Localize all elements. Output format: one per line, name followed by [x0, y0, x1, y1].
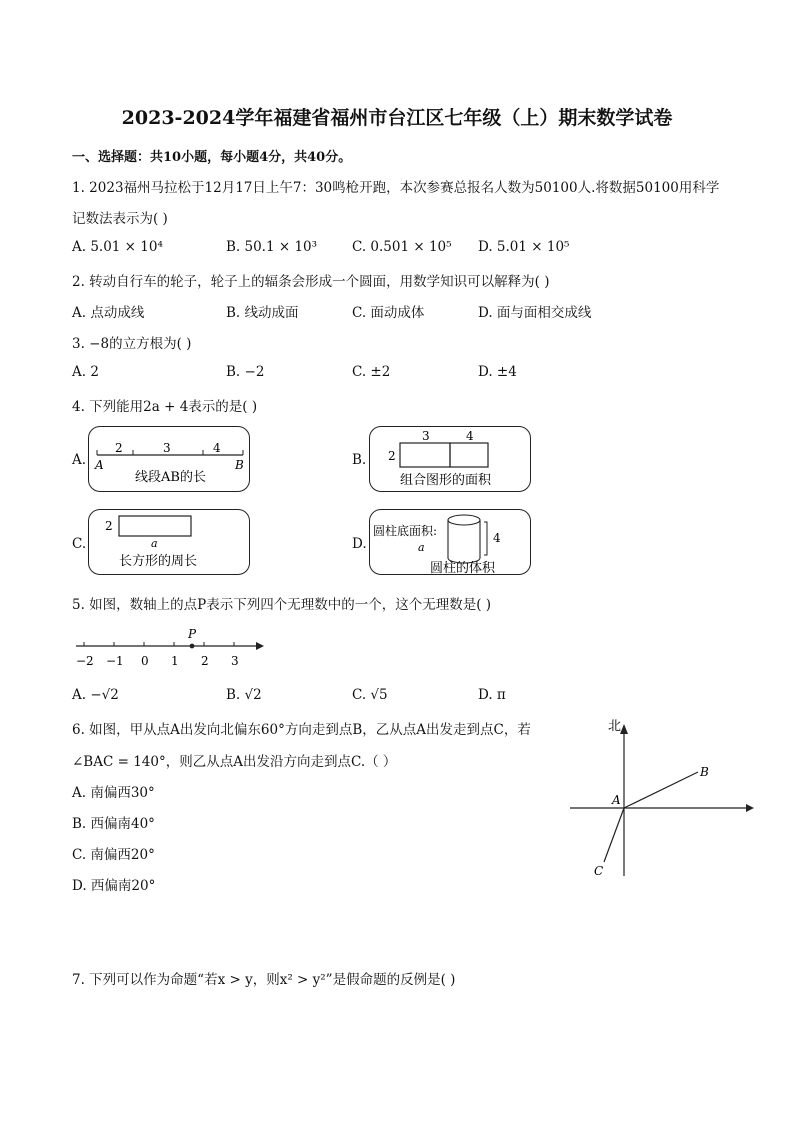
number-line [72, 620, 272, 672]
label-a: a [418, 541, 425, 554]
label-3: 3 [422, 429, 430, 443]
cylinder-figure [370, 510, 530, 574]
label-2: 2 [105, 519, 113, 533]
q2-option-c[interactable]: C. 面动成体 [352, 305, 425, 321]
point-a-label: A [612, 793, 621, 807]
q1-option-b[interactable]: B. 50.1 × 10³ [226, 239, 318, 255]
q2-option-d[interactable]: D. 面与面相交成线 [478, 305, 592, 321]
tick-label: −1 [106, 654, 124, 668]
q4-option-c-figure[interactable] [88, 509, 250, 575]
question-5: 5. 如图，数轴上的点P表示下列四个无理数中的一个，这个无理数是( ) [72, 597, 492, 613]
q5-option-d[interactable]: D. π [478, 687, 506, 703]
label-3: 3 [163, 441, 171, 455]
composite-rect-figure [370, 427, 530, 491]
rectangle-figure [89, 510, 249, 574]
question-7: 7. 下列可以作为命题“若x > y，则x² > y²”是假命题的反例是( ) [72, 972, 456, 988]
question-3: 3. −8的立方根为( ) [72, 336, 192, 352]
question-1-line2: 记数法表示为( ) [72, 211, 168, 227]
label-a: a [151, 537, 158, 550]
segment-ab-figure [89, 427, 249, 491]
q6-option-c[interactable]: C. 南偏西20° [72, 847, 155, 863]
q3-option-c[interactable]: C. ±2 [352, 364, 391, 380]
caption: 长方形的周长 [119, 554, 198, 569]
page-title: 2023-2024学年福建省福州市台江区七年级（上）期末数学试卷 [121, 107, 673, 129]
tick-label: 0 [141, 654, 149, 668]
point-b-label: B [235, 458, 244, 472]
q3-option-b[interactable]: B. −2 [226, 364, 265, 380]
q5-option-c[interactable]: C. √5 [352, 687, 388, 703]
q4-option-b-figure[interactable] [369, 426, 531, 492]
direction-diagram [564, 712, 764, 884]
q4-option-b-label[interactable]: B. [352, 452, 367, 468]
q4-option-a-label[interactable]: A. [72, 452, 87, 468]
caption: 线段AB的长 [135, 470, 206, 485]
question-2: 2. 转动自行车的轮子，轮子上的辐条会形成一个圆面，用数学知识可以解释为( ) [72, 274, 550, 290]
q5-option-a[interactable]: A. −√2 [72, 687, 119, 703]
q4-option-d-label[interactable]: D. [352, 536, 367, 552]
q4-option-c-label[interactable]: C. [72, 536, 87, 552]
q4-option-a-figure[interactable] [88, 426, 250, 492]
point-p-label: P [188, 627, 197, 641]
point-a-label: A [95, 458, 104, 472]
q2-option-b[interactable]: B. 线动成面 [226, 305, 299, 321]
point-c-label: C [594, 864, 604, 878]
question-4: 4. 下列能用2a + 4表示的是( ) [72, 399, 258, 415]
label-2: 2 [388, 449, 396, 463]
tick-label: 2 [201, 654, 209, 668]
question-1-line1: 1. 2023福州马拉松于12月17日上午7：30鸣枪开跑，本次参赛总报名人数为50100人.将数据50100用科学 [72, 180, 720, 196]
tick-label: 3 [231, 654, 239, 668]
q1-option-d[interactable]: D. 5.01 × 10⁵ [478, 239, 570, 255]
tick-label: 1 [171, 654, 179, 668]
q3-option-a[interactable]: A. 2 [72, 364, 99, 380]
label-4: 4 [466, 429, 474, 443]
q6-option-a[interactable]: A. 南偏西30° [72, 785, 155, 801]
question-6-line2: ∠BAC = 140°，则乙从点A出发沿方向走到点C.（ ） [72, 754, 397, 770]
height-label: 4 [493, 531, 501, 545]
base-area-label: 圆柱底面积: [373, 524, 438, 538]
point-b-label: B [700, 765, 709, 779]
point-p [190, 644, 195, 649]
tick-label: −2 [76, 654, 94, 668]
label-4: 4 [213, 441, 221, 455]
q5-option-b[interactable]: B. √2 [226, 687, 262, 703]
question-6-line1: 6. 如图，甲从点A出发向北偏东60°方向走到点B，乙从点A出发走到点C，若 [72, 722, 531, 738]
section-heading: 一、选择题：共10小题，每小题4分，共40分。 [72, 150, 352, 165]
q6-option-d[interactable]: D. 西偏南20° [72, 878, 156, 894]
north-label: 北 [608, 719, 622, 734]
q1-option-a[interactable]: A. 5.01 × 10⁴ [72, 239, 163, 255]
q4-option-d-figure[interactable] [369, 509, 531, 575]
q3-option-d[interactable]: D. ±4 [478, 364, 517, 380]
caption: 圆柱的体积 [430, 561, 496, 574]
caption: 组合图形的面积 [400, 473, 492, 488]
q6-option-b[interactable]: B. 西偏南40° [72, 816, 155, 832]
q1-option-c[interactable]: C. 0.501 × 10⁵ [352, 239, 452, 255]
q2-option-a[interactable]: A. 点动成线 [72, 305, 145, 321]
label-2: 2 [115, 441, 123, 455]
